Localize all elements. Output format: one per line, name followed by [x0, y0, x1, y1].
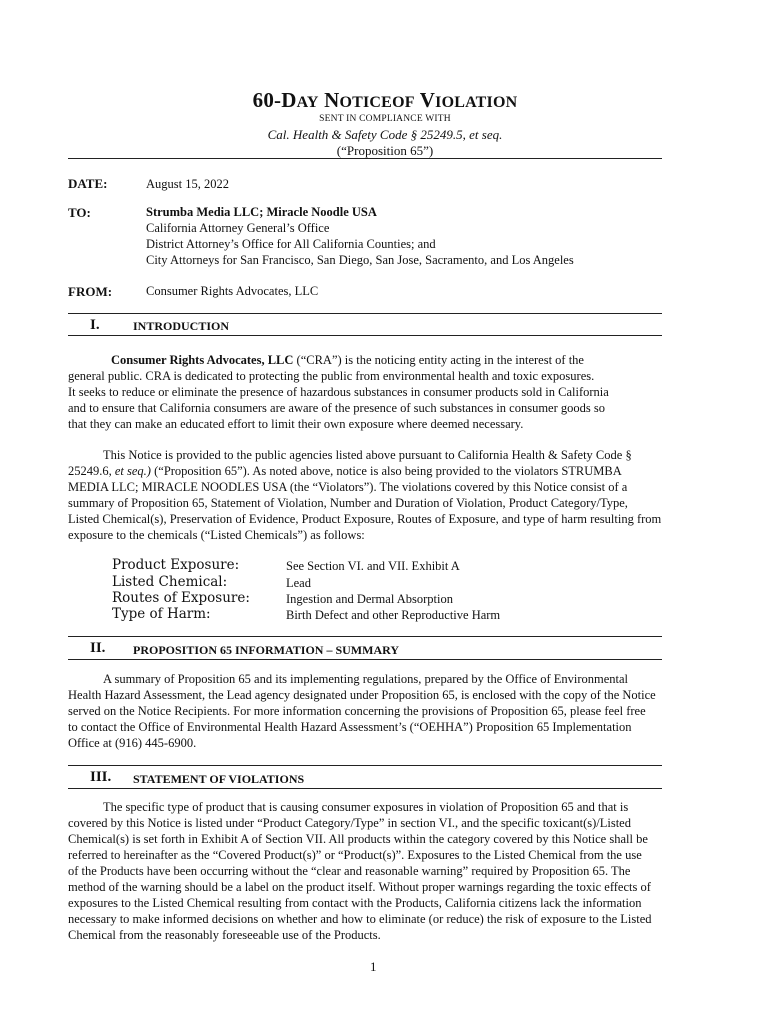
summary-value: Birth Defect and other Reproductive Harm — [286, 608, 501, 622]
paragraph-line: Office at (916) 445-6900. — [68, 736, 197, 750]
paragraph-line: The specific type of product that is causing consumer exposures in violation of Proposition 65 and that is — [103, 800, 629, 814]
paragraph-line: covered by this Notice is listed under “Product Category/Type” in section VI., and the specific toxicant(s)/Listed — [68, 816, 631, 830]
date-value: August 15, 2022 — [146, 177, 229, 191]
paragraph-line: This Notice is provided to the public agencies listed above pursuant to California Health & Safety Code § — [103, 448, 632, 462]
section-number: II. — [90, 640, 106, 656]
paragraph-line: 25249.6, et seq.) (“Proposition 65”). As noted above, notice is also being provided to the violators STRUMBA — [68, 464, 622, 478]
paragraph-line: that they can make an educated effort to limit their own exposure where deemed necessary. — [68, 417, 524, 431]
proposition-name: (“Proposition 65”) — [336, 143, 434, 158]
summary-label: Listed Chemical: — [112, 574, 228, 590]
paragraph-line: of the Products have been occurring without the “clear and reasonable warning” required by Proposition 65. The — [68, 864, 631, 878]
paragraph-line: general public. CRA is dedicated to protecting the public from environmental health and toxic exposures. — [68, 369, 595, 383]
section-heading: STATEMENT OF VIOLATIONS — [133, 772, 305, 786]
section-rule — [68, 765, 662, 766]
header-divider — [68, 158, 662, 159]
page-title: 60-DAY NOTICEOF VIOLATION — [252, 88, 518, 112]
summary-value: See Section VI. and VII. Exhibit A — [286, 559, 460, 573]
paragraph-line: Chemical from the reasonably foreseeable use of the Products. — [68, 928, 381, 942]
compliance-note: SENT IN COMPLIANCE WITH — [319, 114, 451, 124]
section-number: III. — [90, 769, 112, 785]
paragraph-line: Listed Chemical(s), Preservation of Evidence, Product Exposure, Routes of Exposure, and type of harm resulting from — [68, 512, 662, 526]
paragraph-line: summary of Proposition 65, Statement of Violation, Number and Duration of Violation, Product Category/Type, — [68, 496, 628, 510]
page-number: 1 — [370, 959, 377, 974]
to-recipient-primary: Strumba Media LLC; Miracle Noodle USA — [146, 205, 377, 219]
paragraph-line: and to ensure that California consumers are aware of the presence of such substances in consumer goods so — [68, 401, 605, 415]
date-label: DATE: — [68, 176, 108, 191]
paragraph-line: served on the Notice Recipients. For more information concerning the provisions of Proposition 65, please feel free — [68, 704, 646, 718]
section-rule — [68, 788, 662, 789]
section-heading: PROPOSITION 65 INFORMATION – SUMMARY — [133, 643, 400, 657]
paragraph-line: It seeks to reduce or eliminate the presence of hazardous substances in consumer products sold in California — [68, 385, 609, 399]
to-label: TO: — [68, 205, 91, 220]
paragraph-line: Health Hazard Assessment, the Lead agency designated under Proposition 65, is enclosed with the copy of the Notice — [68, 688, 656, 702]
to-recipient: District Attorney’s Office for All California Counties; and — [146, 237, 436, 251]
section-number: I. — [90, 317, 100, 333]
paragraph-line: method of the warning should be a label on the product itself. Without proper warnings regarding the toxic effects of — [68, 880, 651, 894]
summary-label: Routes of Exposure: — [112, 590, 250, 606]
paragraph-line: referred to hereinafter as the “Covered Product(s)” or “Product(s)”. Exposures to the Listed Chemical from the use — [68, 848, 642, 862]
from-label: FROM: — [68, 284, 113, 299]
summary-label: Type of Harm: — [112, 606, 211, 622]
paragraph-line: necessary to make informed decisions on whether and how to eliminate (or reduce) the risk of exposure to the Listed — [68, 912, 652, 926]
to-recipient: California Attorney General’s Office — [146, 221, 330, 235]
paragraph-line: MEDIA LLC; MIRACLE NOODLES USA (the “Violators”). The violations covered by this Notice consist of a — [68, 480, 628, 494]
paragraph-line: exposures to the Listed Chemical resulting from contact with the Products, California citizens lack the information — [68, 896, 642, 910]
paragraph-line: to contact the Office of Environmental Health Hazard Assessment’s (“OEHHA”) Proposition 65 Implementation — [68, 720, 632, 734]
section-rule — [68, 313, 662, 314]
section-heading: INTRODUCTION — [133, 319, 230, 333]
to-recipient: City Attorneys for San Francisco, San Diego, San Jose, Sacramento, and Los Angeles — [146, 253, 574, 267]
summary-value: Ingestion and Dermal Absorption — [286, 592, 453, 606]
section-rule — [68, 335, 662, 336]
section-rule — [68, 636, 662, 637]
paragraph-line: Chemical(s) is set forth in Exhibit A of Section VII. All products within the category covered by this Notice shall be — [68, 832, 648, 846]
summary-label: Product Exposure: — [112, 557, 240, 573]
statute-citation: Cal. Health & Safety Code § 25249.5, et seq. — [267, 127, 503, 142]
paragraph-line: Consumer Rights Advocates, LLC (“CRA”) is the noticing entity acting in the interest of the — [111, 353, 584, 367]
section-rule — [68, 659, 662, 660]
from-value: Consumer Rights Advocates, LLC — [146, 284, 319, 298]
paragraph-line: exposure to the chemicals (“Listed Chemicals”) as follows: — [68, 528, 365, 542]
summary-value: Lead — [286, 576, 311, 590]
paragraph-line: A summary of Proposition 65 and its implementing regulations, prepared by the Office of Environmental — [103, 672, 629, 686]
